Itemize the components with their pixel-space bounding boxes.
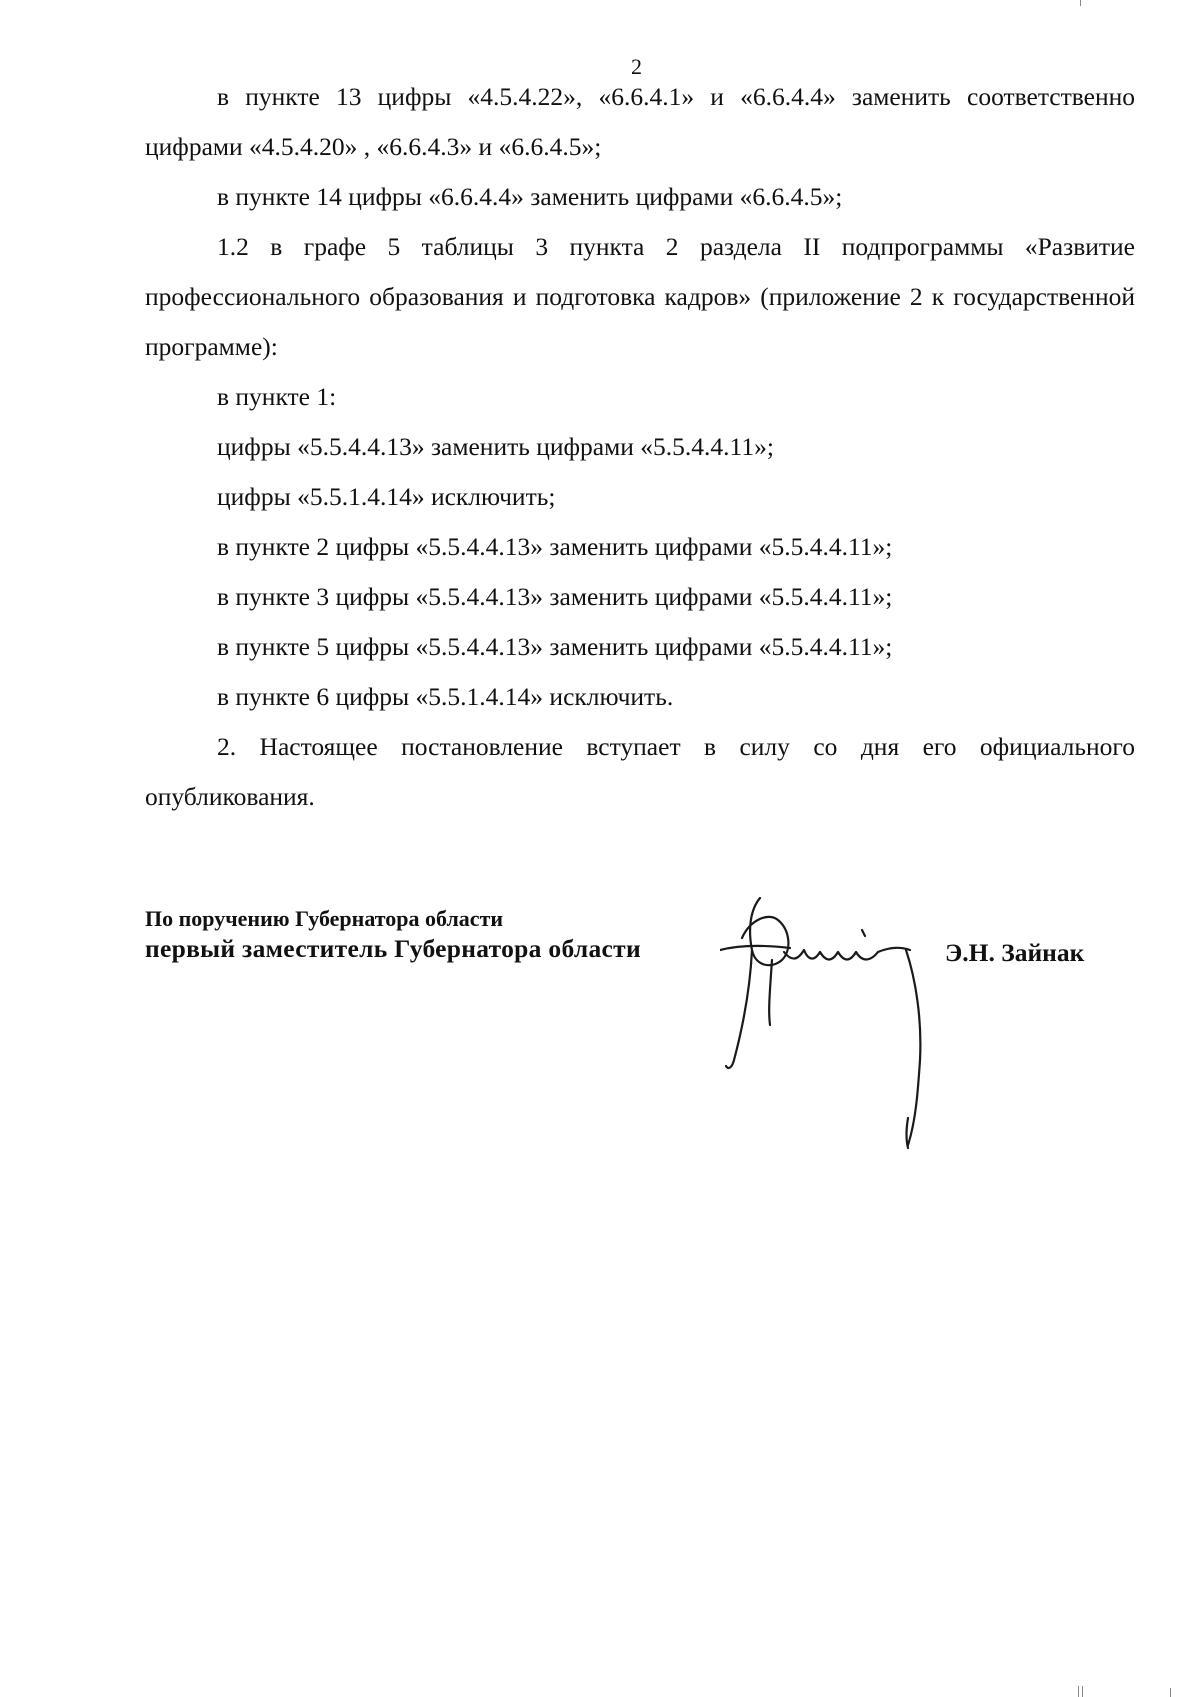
signatory-name: Э.Н. Зайнак [945, 938, 1085, 967]
paragraph-point-6: в пункте 6 цифры «5.5.1.4.14» исключить. [217, 682, 674, 711]
scan-mark-top-right [1080, 0, 1081, 6]
scan-mark-bottom-right-2 [1082, 1686, 1083, 1697]
signatory-position: первый заместитель Губернатора области [145, 934, 641, 963]
page-number: 2 [631, 54, 642, 79]
paragraph-point-1: в пункте 1: [217, 382, 337, 411]
paragraph-effective-date: 2. Настоящее постановление вступает в силу со дня его официального опубликования. [145, 732, 1135, 811]
paragraph-point-1-replace: цифры «5.5.4.4.13» заменить цифрами «5.5.4.4.11»; [217, 432, 774, 461]
signatory-authority: По поручению Губернатора области [145, 906, 504, 931]
paragraph-point-1-exclude: цифры «5.5.1.4.14» исключить; [217, 482, 556, 511]
paragraph-item-14: в пункте 14 цифры «6.6.4.4» заменить цифрами «6.6.4.5»; [217, 182, 843, 211]
paragraph-point-3: в пункте 3 цифры «5.5.4.4.13» заменить цифрами «5.5.4.4.11»; [217, 582, 893, 611]
paragraph-point-2: в пункте 2 цифры «5.5.4.4.13» заменить цифрами «5.5.4.4.11»; [217, 532, 893, 561]
document-body [145, 72, 1135, 822]
scan-mark-edge-right [1170, 1688, 1171, 1697]
scan-mark-bottom-right [1078, 1686, 1079, 1697]
handwritten-signature [720, 890, 980, 1160]
paragraph-item-13: в пункте 13 цифры «4.5.4.22», «6.6.4.1» и «6.6.4.4» заменить соответственно цифрами «4.5.4.20» , «6.6.4.3» и «6.6.4.5»; [145, 82, 1135, 161]
paragraph-section-1-2: 1.2 в графе 5 таблицы 3 пункта 2 раздела II подпрограммы «Развитие профессионального образования и подготовка кадров» (приложение 2 к государственной программе): [145, 232, 1135, 361]
signature-block [145, 905, 1145, 965]
paragraph-point-5: в пункте 5 цифры «5.5.4.4.13» заменить цифрами «5.5.4.4.11»; [217, 632, 893, 661]
